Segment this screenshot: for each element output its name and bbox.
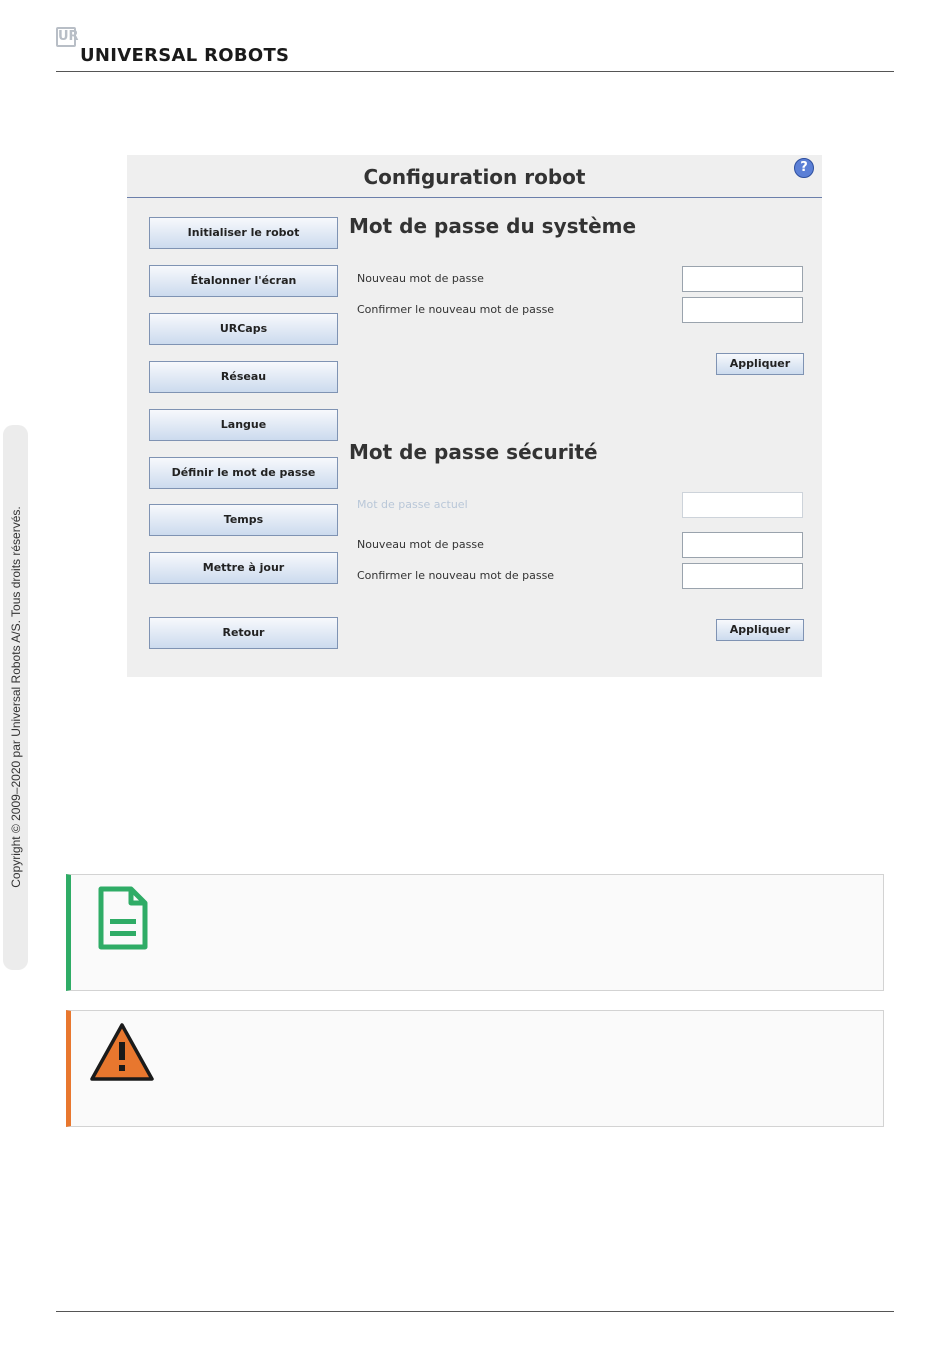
system-new-password-label: Nouveau mot de passe xyxy=(357,272,484,285)
ur-logo-icon: UR xyxy=(56,27,76,47)
urcaps-button[interactable]: URCaps xyxy=(149,313,338,345)
brand-logo xyxy=(56,27,290,67)
system-new-password-input[interactable] xyxy=(682,266,803,292)
robot-setup-screen xyxy=(127,155,822,677)
footer-divider xyxy=(56,1311,894,1312)
system-confirm-password-input[interactable] xyxy=(682,297,803,323)
header-divider xyxy=(56,71,894,72)
initialize-robot-button[interactable]: Initialiser le robot xyxy=(149,217,338,249)
set-password-button[interactable]: Définir le mot de passe xyxy=(149,457,338,489)
safety-password-heading: Mot de passe sécurité xyxy=(349,440,598,464)
screen-title: Configuration robot xyxy=(363,165,586,189)
update-button[interactable]: Mettre à jour xyxy=(149,552,338,584)
time-button[interactable]: Temps xyxy=(149,504,338,536)
copyright-text: Copyright © 2009–2020 par Universal Robots A/S. Tous droits réservés. xyxy=(9,506,23,888)
safety-new-password-input[interactable] xyxy=(682,532,803,558)
safety-apply-button[interactable]: Appliquer xyxy=(716,619,804,641)
safety-confirm-password-label: Confirmer le nouveau mot de passe xyxy=(357,569,555,582)
safety-current-password-label: Mot de passe actuel xyxy=(357,498,468,511)
back-button[interactable]: Retour xyxy=(149,617,338,649)
note-document-icon xyxy=(97,886,149,950)
calibrate-screen-button[interactable]: Étalonner l'écran xyxy=(149,265,338,297)
safety-current-password-input[interactable] xyxy=(682,492,803,518)
safety-confirm-password-input[interactable] xyxy=(682,563,803,589)
warning-callout xyxy=(66,1010,884,1127)
language-button[interactable]: Langue xyxy=(149,409,338,441)
system-apply-button[interactable]: Appliquer xyxy=(716,353,804,375)
question-icon[interactable]: ? xyxy=(794,158,814,178)
note-callout xyxy=(66,874,884,991)
system-confirm-password-label: Confirmer le nouveau mot de passe xyxy=(357,303,555,316)
system-password-heading: Mot de passe du système xyxy=(349,214,637,238)
title-divider xyxy=(127,197,822,198)
network-button[interactable]: Réseau xyxy=(149,361,338,393)
brand-name: UNIVERSAL ROBOTS xyxy=(80,45,290,66)
warning-triangle-icon xyxy=(89,1022,155,1082)
safety-new-password-label: Nouveau mot de passe xyxy=(357,538,484,551)
